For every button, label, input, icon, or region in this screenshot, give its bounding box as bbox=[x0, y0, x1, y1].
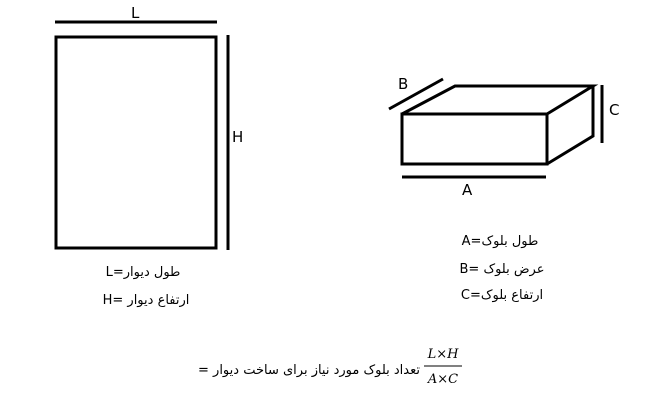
block-b-label: B bbox=[398, 75, 409, 93]
block-legend-length: A=طول بلوک bbox=[461, 234, 539, 249]
wall-length-label: L bbox=[131, 4, 140, 22]
block-side-face bbox=[547, 86, 593, 164]
block-top-face bbox=[402, 86, 593, 114]
formula-text: = تعداد بلوک مورد نیاز برای ساخت دیوار bbox=[198, 363, 420, 378]
block-legend-height: C=ارتفاع بلوک bbox=[460, 288, 544, 303]
block-c-label: C bbox=[609, 101, 620, 119]
formula-numerator: L×H bbox=[427, 347, 459, 362]
block-a-label: A bbox=[462, 181, 473, 199]
wall-legend-length: L=طول دیوار bbox=[105, 265, 181, 280]
wall-height-label: H bbox=[232, 128, 244, 146]
block-legend-width: B= عرض بلوک bbox=[459, 262, 545, 277]
wall-legend-height: H= ارتفاع دیوار bbox=[102, 293, 190, 308]
block-front-face bbox=[402, 114, 547, 164]
formula-denominator: A×C bbox=[427, 372, 459, 387]
wall-rectangle bbox=[56, 37, 216, 248]
